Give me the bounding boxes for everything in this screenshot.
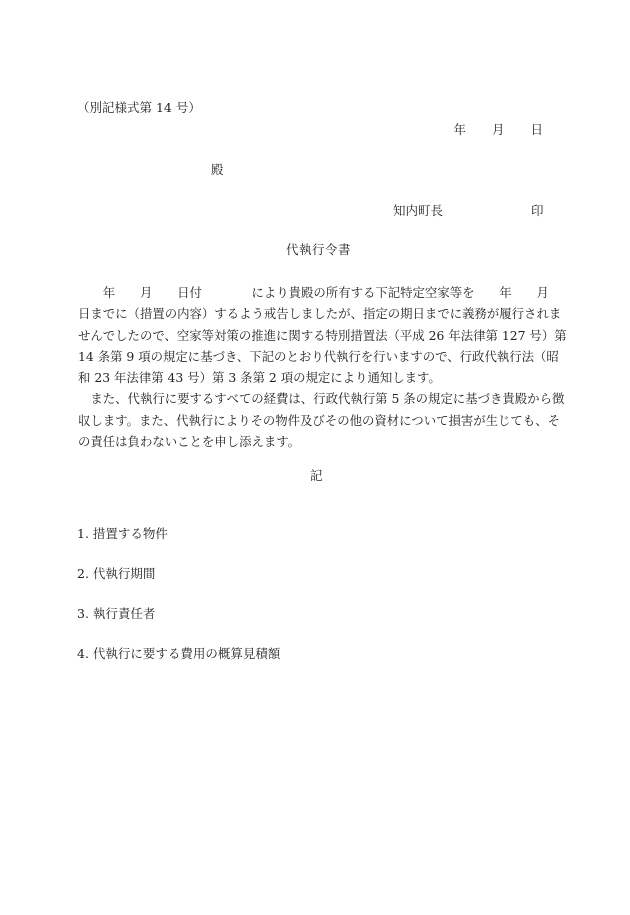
issuer-name: 知内町長	[393, 203, 444, 218]
body-line: また、代執行に要するすべての経費は、行政代執行第 5 条の規定に基づき貴殿から徴	[78, 391, 565, 407]
item-list	[77, 526, 280, 686]
form-number: （別記様式第 14 号）	[77, 100, 201, 115]
list-item: 3. 執行責任者	[77, 606, 156, 621]
body-line: 収します。また、代執行によりその物件及びその他の資材について損害が生じても、そ	[78, 412, 560, 428]
date-line	[453, 122, 543, 138]
date-month: 月	[491, 122, 505, 137]
date-year: 年	[453, 122, 466, 137]
body-line: の責任は負わないことを申し添えます。	[78, 434, 301, 450]
date-day: 日	[530, 122, 543, 137]
list-item: 2. 代執行期間	[77, 566, 156, 581]
list-item: 4. 代執行に要する費用の概算見積額	[77, 646, 281, 661]
notice-body	[78, 282, 567, 452]
body-line: 14 条第 9 項の規定に基づき、下記のとおり代執行を行いますので、行政代執行法（昭	[78, 348, 559, 364]
body-line: 日までに（措置の内容）するよう戒告しましたが、指定の期日までに義務が履行されま	[78, 306, 562, 322]
seal-mark: 印	[531, 203, 544, 218]
document-title: 代執行令書	[286, 242, 352, 257]
addressee-suffix: 殿	[211, 162, 224, 177]
body-line: 年 月 日付 により貴殿の所有する下記特定空家等を 年 月	[78, 285, 549, 300]
body-line: 和 23 年法律第 43 号）第 3 条第 2 項の規定により通知します。	[78, 370, 441, 386]
list-item: 1. 措置する物件	[77, 526, 168, 541]
ki-heading: 記	[310, 468, 323, 483]
body-line: せんでしたので、空家等対策の推進に関する特別措置法（平成 26 年法律第 127 号）第	[78, 327, 567, 343]
